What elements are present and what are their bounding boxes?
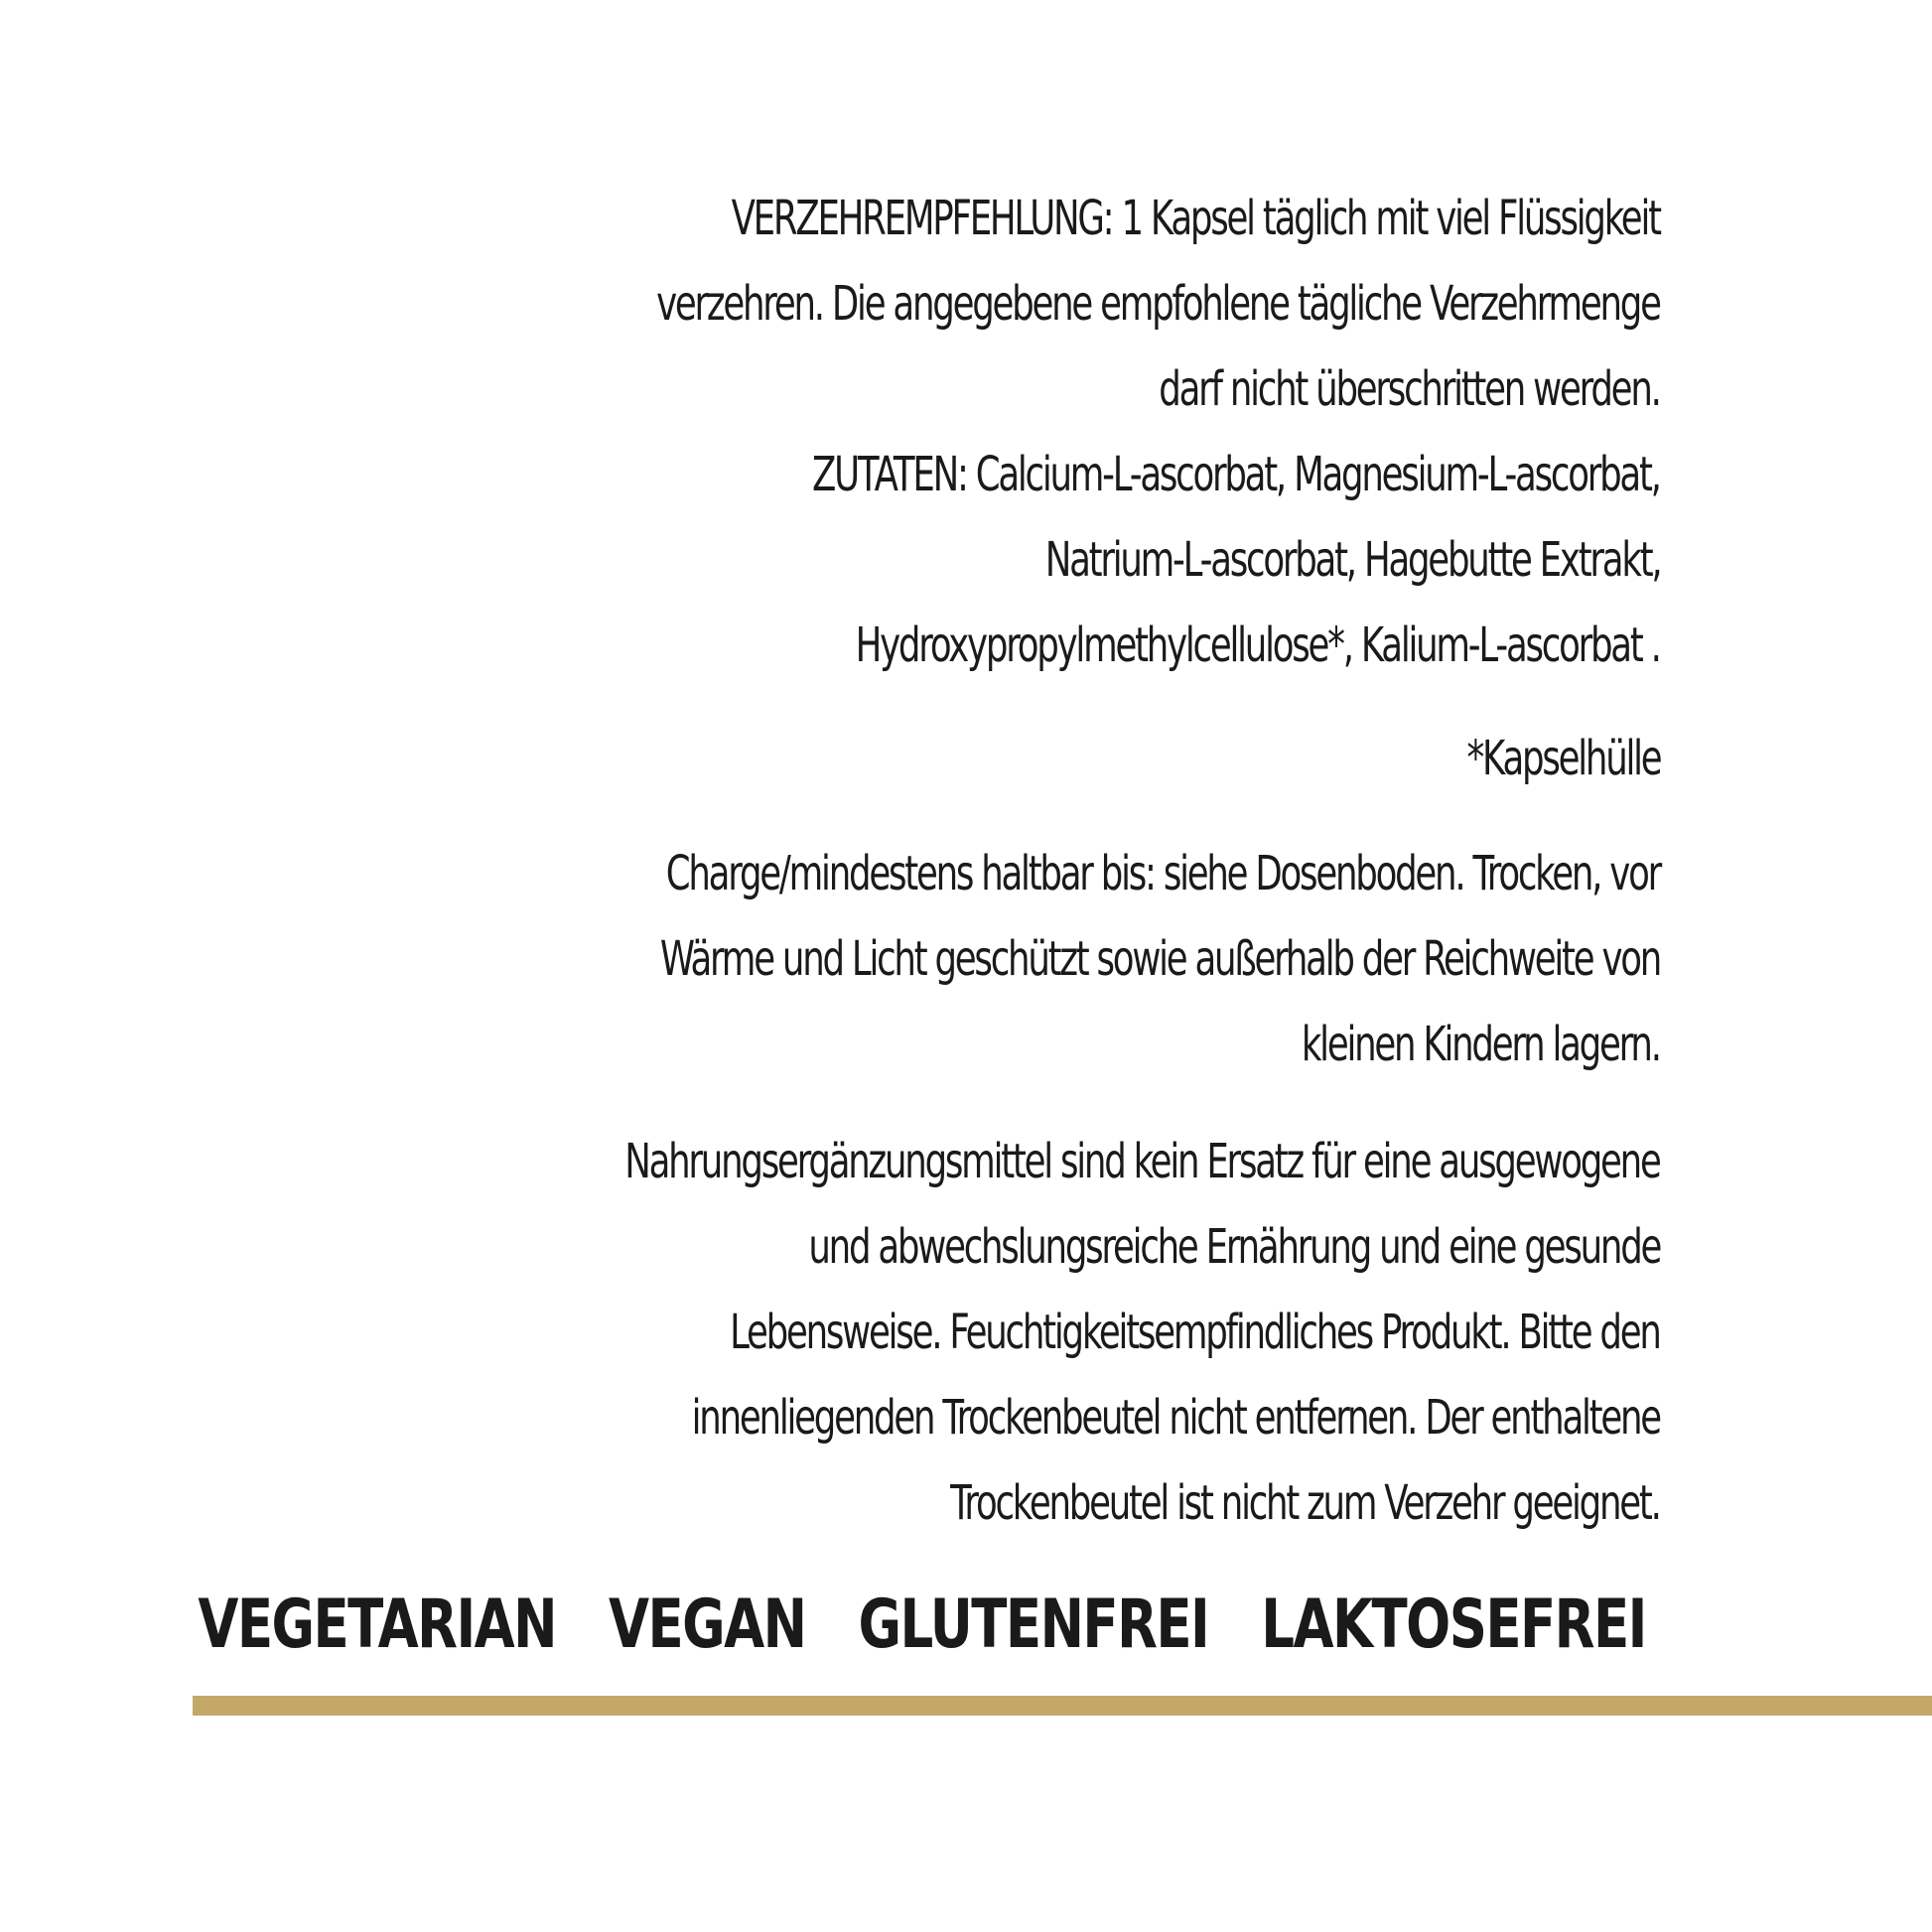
ingredients-line-1: ZUTATEN: Calcium-L-ascorbat, Magnesium-L-ascorbat, — [812, 447, 1660, 502]
ingredients-line-2: Natrium-L-ascorbat, Hagebutte Extrakt, — [1044, 532, 1660, 588]
notice-line-4: innenliegenden Trockenbeutel nicht entfernen. Der enthaltene — [691, 1390, 1660, 1446]
badge-glutenfrei: GLUTENFREI — [858, 1585, 1209, 1664]
storage-line-3: kleinen Kindern lagern. — [1302, 1017, 1660, 1072]
gold-divider — [193, 1696, 1932, 1716]
usage-recommendation-line-1: VERZEHREMPFEHLUNG: 1 Kapsel täglich mit viel Flüssigkeit — [731, 191, 1660, 246]
ingredients-line-3: Hydroxypropylmethylcellulose*, Kalium-L-ascorbat . — [855, 618, 1660, 673]
badge-vegetarian: VEGETARIAN — [198, 1585, 557, 1664]
notice-line-3: Lebensweise. Feuchtigkeitsempfindliches Produkt. Bitte den — [730, 1305, 1660, 1360]
storage-line-1: Charge/mindestens haltbar bis: siehe Dosenboden. Trocken, vor — [665, 846, 1660, 901]
notice-line-5: Trockenbeutel ist nicht zum Verzehr geeignet. — [950, 1475, 1660, 1531]
badge-vegan: VEGAN — [609, 1585, 806, 1664]
storage-line-2: Wärme und Licht geschützt sowie außerhalb der Reichweite von — [659, 931, 1660, 987]
capsule-shell-footnote: *Kapselhülle — [1466, 731, 1660, 786]
usage-recommendation-line-2: verzehren. Die angegebene empfohlene tägliche Verzehrmenge — [656, 276, 1660, 332]
diet-badges — [199, 1585, 1646, 1664]
notice-line-1: Nahrungsergänzungsmittel sind kein Ersatz für eine ausgewogene — [624, 1134, 1660, 1189]
notice-line-2: und abwechslungsreiche Ernährung und eine gesunde — [808, 1219, 1660, 1275]
badge-laktosefrei: LAKTOSEFREI — [1261, 1585, 1646, 1664]
usage-recommendation-line-3: darf nicht überschritten werden. — [1159, 361, 1660, 417]
